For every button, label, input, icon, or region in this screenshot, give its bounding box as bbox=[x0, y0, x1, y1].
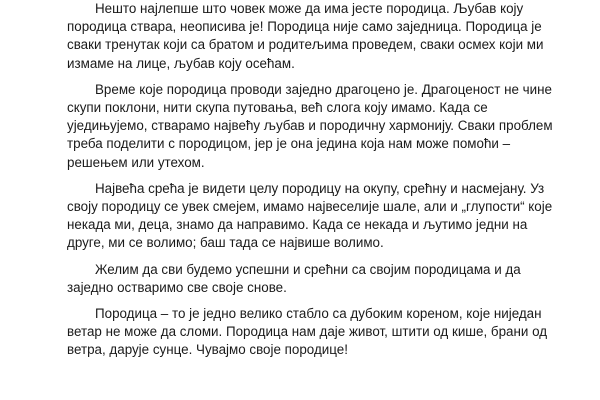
document-body bbox=[67, 0, 567, 368]
paragraph-4: Желим да сви будемо успешни и срећни са својим породицама и да заједно остваримо све своје снове. bbox=[67, 261, 521, 295]
paragraph-1: Нешто најлепше што човек може да има јесте породица. Љубав коју породица ствара, неописива је! Породица није само заједница. Породица је сваки тренутак који са братом и родитељима проведем, сваки осмех који ми измаме на лице, љубав коју осећам. bbox=[67, 1, 544, 71]
paragraph-2: Време које породица проводи заједно драгоцено је. Драгоценост не чине скупи поклони, нити скупа путовања, већ слога коју имамо. Када се уједињујемо, стварамо највећу љубав и породичну хармонију. Сваки проблем треба поделити с породицом, јер је она једина која нам може помоћи – решењем или утехом. bbox=[67, 81, 553, 170]
paragraph-5: Породица – то је једно велико стабло са дубоким кореном, које ниједан ветар не може да сломи. Породица нам даје живот, штити од кише, брани од ветра, дарује сунце. Чувајмо своје породице! bbox=[67, 306, 548, 358]
paragraph-3: Највећа срећа је видети целу породицу на окупу, срећну и насмејану. Уз своју породицу се увек смејем, имамо највеселије шале, али и „глупости“ које некада ми, деца, знамо да направимо. Када се некада и љутимо једни на друге, ми се волимо; баш тада се највише волимо. bbox=[67, 180, 553, 251]
